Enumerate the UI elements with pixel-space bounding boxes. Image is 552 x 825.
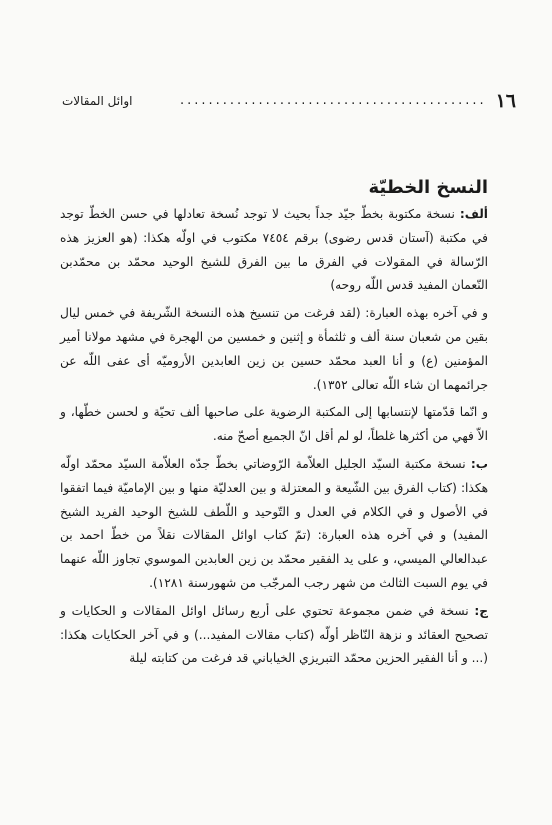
paragraph (60, 401, 488, 449)
header-leader-dots: ........................................... (180, 93, 487, 108)
paragraph-text: نسخة مكتوبة بخطّ جيّد جداً بحيث لا توجد نُسخة تعادلها في حسن الخطّ توجد في مكتبة (آستان قدس رضوى) برقم ٧٤٥٤ مكتوب في اولّه هكذا: (هو العزيز هذه الرّسالة في المقولات في الفرق ما بين الفرق للشيخ الوحيد محمّد بن محمّدبن النّعمان المفيد قدس اللّه روحه) (60, 207, 488, 293)
page-number: ١٦ (495, 90, 516, 112)
paragraph-label: ج: (474, 603, 488, 618)
paragraph (60, 302, 488, 397)
paragraph-label: ب: (470, 456, 488, 471)
paragraph-text: نسخة في ضمن مجموعة تحتوي على أربع رسائل اوائل المقالات و الحكايات و تصحيح العقائد و نزهة النّاظر أولّه (كتاب مقالات المفيد...) و في آخر الحكايات هكذا: (... و أنا الفقير الحزين محمّد التبريزي الخياباني قد فرغت من كتابته ليلة (60, 603, 488, 666)
running-header (62, 90, 516, 112)
section-title: النسخ الخطيّة (368, 177, 488, 198)
paragraph-text: نسخة مكتبة السيّد الجليل العلاّمة الرّوضاتي بخطّ جدّه العلاّمة السيّد محمّد اولّه هكذا: (كتاب الفرق بين الشّيعة و المعتزلة و بين العدليّة منها و بين الإماميّة فيما اتفقوا في الأصول و في الكلام في العدل و التّوحيد و اللّطف للشيخ الوحيد الفريد الشيخ المفيد) و في آخره هذه العبارة: (تمّ كتاب اوائل المقالات نقلاً من خطّ احمد بن عبدالعالي الميسي، و على يد الفقير محمّد بن زين العابدين الموسوي تجاوز اللّه عنهما في يوم السبت الثالث من شهر رجب المرجّب من شهورسنة ١٢٨١). (60, 456, 488, 590)
body-text (60, 175, 488, 675)
paragraph-text: و انّما قدّمتها لإنتسابها إلى المكتبة الرضوية على صاحبها ألف تحيّة و لحسن خطّها، و الاّ فهي من أكثرها غلطاً، لو لم أقل انّ الجميع أصحّ منه. (60, 405, 488, 444)
paragraph-jim (60, 600, 488, 671)
paragraph-ba (60, 453, 488, 596)
paragraph-text: و في آخره بهذه العبارة: (لقد فرغت من تنسيخ هذه النسخة الشّريفة في خمس ليال بقين من شعبان سنة ألف و ثلثمأة و إثنين و خمسين من الهجرة في مشهد مولانا أمير المؤمنين (ع) و أنا العبد محمّد حسين بن زين العابدين الأروميّه أى عفى اللّه عن جرائمهما ان شاء اللّه تعالى ١٣٥٢). (60, 306, 488, 392)
paragraph-alif (60, 203, 488, 298)
running-title: اوائل المقالات (62, 94, 133, 108)
paragraph-label: ألف: (459, 207, 488, 221)
